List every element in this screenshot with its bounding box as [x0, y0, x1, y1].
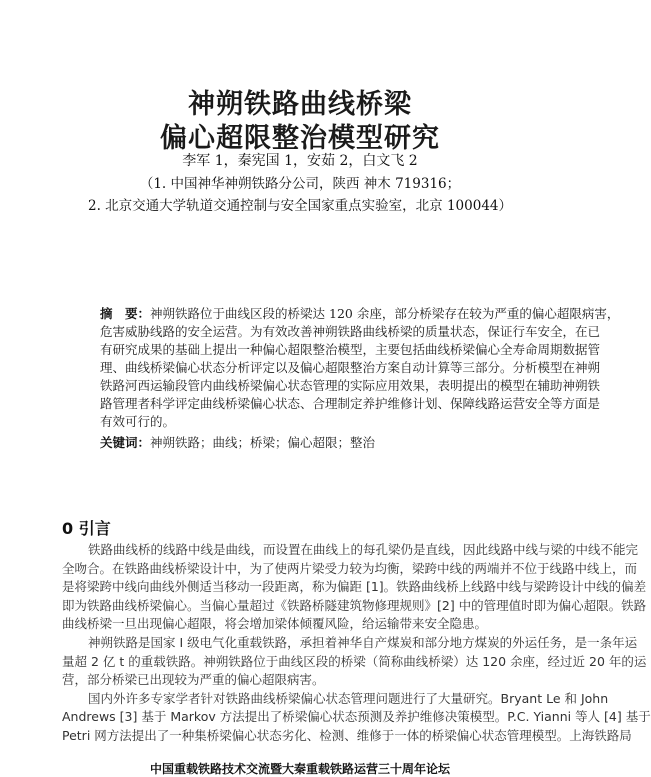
body-line: Andrews [3] 基于 Markov 方法提出了桥梁偏心状态预测及养护维修决策模型。P.C. Yianni 等人 [4] 基于: [62, 709, 651, 724]
body-line: 铁路曲线桥的线路中线是曲线，而设置在曲线上的每孔梁仍是直线，因此线路中线与梁的中线不能完: [88, 542, 639, 557]
abstract-line-6: 路管理者科学评定曲线桥梁偏心状态、合理制定养护维修计划、保障线路运营安全等方面是: [100, 396, 601, 411]
affiliation-2: 2. 北京交通大学轨道交通控制与安全国家重点实验室，北京 100044）: [88, 198, 512, 214]
body-line: Petri 网方法提出了一种集桥梁偏心状态劣化、检测、维修于一体的桥梁偏心状态管理模型。上海铁路局: [62, 728, 632, 743]
body-line: 量超 2 亿 t 的重载铁路。神朔铁路位于曲线区段的桥梁（简称曲线桥梁）达 120 余座，经过近 20 年的运: [62, 654, 647, 669]
body-line: 神朔铁路是国家 I 级电气化重载铁路，承担着神华自产煤炭和部分地方煤炭的外运任务，是一条年运: [88, 635, 638, 650]
body-line: 全吻合。在铁路曲线桥梁设计中，为了使两片梁受力较为均衡，梁跨中线的两端并不位于线路中线上，而: [62, 561, 638, 576]
body-line: 即为铁路曲线桥梁偏心。当偏心量超过《铁路桥隧建筑物修理规则》[2] 中的管理值时即为偏心超限。铁路: [62, 598, 647, 613]
abstract-line-1: 摘 要：神朔铁路位于曲线区段的桥梁达 120 余座，部分桥梁存在较为严重的偏心超限病害，: [100, 306, 620, 321]
abstract-line-5: 铁路河西运输段管内曲线桥梁偏心状态管理的实际应用效果，表明提出的模型在辅助神朔铁: [100, 378, 601, 393]
paper-title-line-2: 偏心超限整治模型研究: [160, 123, 440, 154]
paper-title-line-1: 神朔铁路曲线桥梁: [188, 89, 412, 120]
body-line: 是将梁跨中线向曲线外侧适当移动一段距离，称为偏距 [1]。铁路曲线桥上线路中线与梁跨设计中线的偏差: [62, 579, 647, 594]
abstract-label: 摘 要：: [100, 306, 151, 321]
abstract-line-3: 有研究成果的基础上提出一种偏心超限整治模型，主要包括曲线桥梁偏心全寿命周期数据管: [100, 342, 601, 357]
body-line: 曲线桥梁一旦出现偏心超限，将会增加梁体倾覆风险，给运输带来安全隐患。: [62, 616, 488, 631]
abstract-line-4: 理、曲线桥梁偏心状态分析评定以及偏心超限整治方案自动计算等三部分。分析模型在神朔: [100, 360, 601, 375]
affiliation-1: （1. 中国神华神朔铁路分公司，陕西 神木 719316；: [139, 176, 461, 192]
abstract-line-2: 危害威胁线路的安全运营。为有效改善神朔铁路曲线桥梁的质量状态，保证行车安全，在已: [100, 324, 601, 339]
authors: 李军 1，秦宪国 1，安茹 2，白文飞 2: [182, 153, 418, 169]
abstract-line-7: 有效可行的。: [100, 414, 176, 429]
section-heading: 0 引言: [62, 519, 111, 538]
body-line: 营，部分桥梁已出现较为严重的偏心超限病害。: [62, 672, 325, 687]
body-line: 国内外许多专家学者针对铁路曲线桥梁偏心状态管理问题进行了大量研究。Bryant Le 和 John: [88, 691, 609, 706]
keywords: 关键词：神朔铁路；曲线；桥梁；偏心超限；整治: [100, 435, 376, 450]
page-footer: 中国重载铁路技术交流暨大秦重载铁路运营三十周年论坛: [149, 762, 450, 776]
